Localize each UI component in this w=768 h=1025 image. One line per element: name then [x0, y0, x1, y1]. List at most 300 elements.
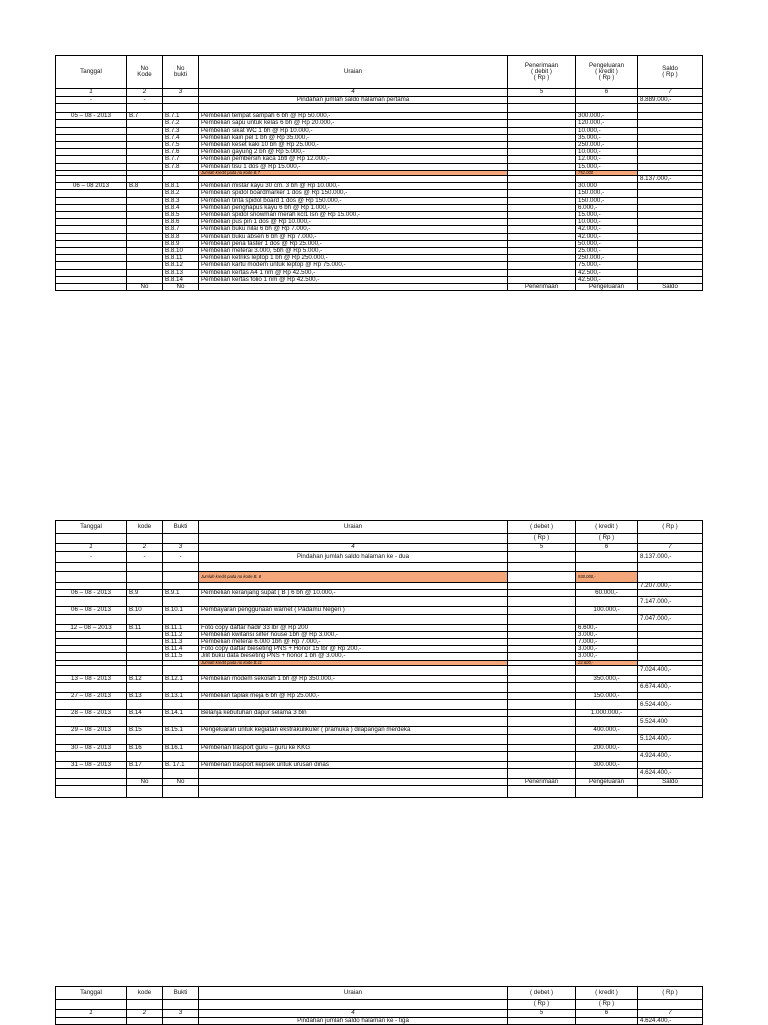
col-header-kode: kode — [127, 521, 163, 534]
colnum: 4 — [199, 544, 508, 552]
cell-debit — [508, 183, 576, 190]
cell-bukti: B.7.4 — [163, 134, 199, 141]
cell-kode: B.9 — [127, 590, 163, 597]
jumlah-label: Jumlah kredit pada no kode B.11 — [199, 660, 508, 665]
cell-bukti: B.8.12 — [163, 262, 199, 269]
cell-kredit: 7.000,- — [576, 639, 638, 646]
cell-kredit: 300.000,- — [576, 761, 638, 768]
cell-debit — [508, 710, 576, 717]
footer-pengeluaran: Pengeluaran — [576, 779, 638, 786]
cell-debit — [508, 219, 576, 226]
col-header-uraian: Uraian — [199, 987, 508, 1000]
saldo-row — [56, 597, 703, 607]
cell-debit — [508, 727, 576, 734]
saldo-row-b7 — [56, 176, 703, 183]
col-header-penerimaan: Penerimaan ( debit ) ( Rp ) — [508, 56, 576, 89]
cell-debit — [508, 212, 576, 219]
cell-bukti: B.8.6 — [163, 219, 199, 226]
cell-debit — [508, 693, 576, 700]
cell-kode — [127, 262, 163, 269]
cell-bukti: B.8.7 — [163, 226, 199, 233]
cell-debit — [508, 204, 576, 211]
cell-debit — [508, 156, 576, 163]
cell-kredit: 50.000,- — [576, 240, 638, 247]
cell-kredit: 75.000,- — [576, 262, 638, 269]
cell-debit — [508, 97, 576, 104]
cell-kredit: 3.000,- — [576, 653, 638, 660]
cell-tanggal — [56, 156, 127, 163]
cell-bukti: B.10.1 — [163, 607, 199, 614]
cell-kode — [127, 248, 163, 255]
cell-saldo: 8.889.000,- — [638, 97, 703, 104]
saldo-row — [56, 751, 703, 761]
jumlah-label: Jumlah kredit pada no kode B. 8 — [199, 572, 508, 583]
cell-debit — [508, 646, 576, 653]
cell-debit — [508, 127, 576, 134]
cell-saldo — [638, 156, 703, 163]
cell-kode — [127, 204, 163, 211]
cell-uraian: Pembelian mistar kayu 30 cm. 3 bh @ Rp 10.000,- — [199, 183, 508, 190]
cell-saldo — [638, 127, 703, 134]
cell-tanggal: 27 – 08 - 2013 — [56, 693, 127, 700]
cell-kredit — [576, 700, 638, 710]
cell-tanggal — [56, 142, 127, 149]
cell-tanggal — [56, 276, 127, 283]
cell-saldo: 6.674.400,- — [638, 683, 703, 693]
cell-uraian: Pembelian meterai 3.000, 5bh @ Rp 5.000,- — [199, 248, 508, 255]
cell-uraian: Pembelian spidol snowman merah kcl1 lsn @ Rp 15.000,- — [199, 212, 508, 219]
cell-uraian: Pembelian keset kaki 10 bh @ Rp 25.000,- — [199, 142, 508, 149]
cell-uraian: Pembelian meterai 6.000 1bh @ Rp 7.000,- — [199, 639, 508, 646]
cell-saldo: 5.524.400 — [638, 717, 703, 727]
cell-saldo: 7.147.000,- — [638, 597, 703, 607]
cell-uraian: Pembelian gayung 2 bh @ Rp 5.000,- — [199, 149, 508, 156]
cell-kode — [127, 120, 163, 127]
cell-kredit: 100.000,- — [576, 607, 638, 614]
cell-bukti — [163, 614, 199, 624]
cell-tanggal — [56, 269, 127, 276]
group-b9-b10 — [56, 590, 703, 624]
cell-bukti: B.8.14 — [163, 276, 199, 283]
blank-row — [56, 563, 703, 572]
cell-tanggal — [56, 219, 127, 226]
table-row — [56, 675, 703, 682]
cell-uraian: Pembelian kwitansi silfer house 1bh @ Rp 3.000,- — [199, 631, 508, 638]
cell-debit — [508, 120, 576, 127]
cell-tanggal: 13 – 08 - 2013 — [56, 675, 127, 682]
cell-kode — [127, 190, 163, 197]
cell-kode — [127, 614, 163, 624]
cell-saldo: 5.124.400,- — [638, 734, 703, 744]
cell-bukti: B. 17.1 — [163, 761, 199, 768]
cell-debit — [508, 134, 576, 141]
cell-uraian — [199, 769, 508, 779]
cell-bukti — [163, 97, 199, 104]
col-header-tanggal: Tanggal — [56, 521, 127, 534]
group-b7 — [56, 113, 703, 171]
cell-tanggal — [56, 717, 127, 727]
table-row — [56, 190, 703, 197]
cell-tanggal — [56, 639, 127, 646]
header-row-2 — [56, 1000, 703, 1010]
cell-debit — [508, 653, 576, 660]
cell-saldo: 8.137.000,- — [638, 176, 703, 183]
cell-debit — [508, 597, 576, 607]
table-row — [56, 142, 703, 149]
cell-saldo — [638, 149, 703, 156]
table-row — [56, 653, 703, 660]
cell-bukti: B.8.13 — [163, 269, 199, 276]
cell-kode — [127, 163, 163, 170]
saldo-row — [56, 769, 703, 779]
cell-bukti: B.9.1 — [163, 590, 199, 597]
footer-row — [56, 284, 703, 291]
cell-debit — [508, 683, 576, 693]
colnum: 1 — [56, 1010, 127, 1018]
cell-tanggal — [56, 233, 127, 240]
colnum: 5 — [508, 544, 576, 552]
col-header-debet: ( debet ) — [508, 521, 576, 534]
col-header-saldo: Saldo ( Rp ) — [638, 56, 703, 89]
cell-tanggal — [56, 134, 127, 141]
table-row — [56, 607, 703, 614]
cell-uraian: Jilit buku data bieseting PNS + honor 1 bh @ 3.000,- — [199, 653, 508, 660]
cell-kredit: 150.000,- — [576, 190, 638, 197]
cell-kode — [127, 683, 163, 693]
cell-kode: B.7 — [127, 113, 163, 120]
colnum: 5 — [508, 89, 576, 97]
cell-bukti: B.8.10 — [163, 248, 199, 255]
cell-saldo — [638, 190, 703, 197]
cell-debit — [508, 197, 576, 204]
pindahan-row — [56, 97, 703, 104]
jumlah-value: 752.000 — [576, 170, 638, 175]
cell-bukti — [163, 734, 199, 744]
table-row — [56, 631, 703, 638]
col-header-pengeluaran: Pengeluaran ( kredit ) ( Rp ) — [576, 56, 638, 89]
cell-kode: B.13 — [127, 693, 163, 700]
cell-kredit — [576, 683, 638, 693]
cell-tanggal — [56, 248, 127, 255]
cell-uraian: Foto copy daftar hadir 33 lbr @ Rp 200 — [199, 624, 508, 631]
table-row — [56, 693, 703, 700]
cell-tanggal — [56, 614, 127, 624]
table-row — [56, 113, 703, 120]
saldo-row — [56, 734, 703, 744]
cell-tanggal — [56, 683, 127, 693]
cell-uraian: Pembelian tempat sampah 6 bh @ Rp 50.000,- — [199, 113, 508, 120]
cell-saldo — [638, 607, 703, 614]
cell-uraian: Foto copy daftar bieseting PNS + Honor 15 lbr @ Rp 200,- — [199, 646, 508, 653]
cell-uraian: Pembelian sikat WC 1 bh @ Rp 10.000,- — [199, 127, 508, 134]
table-row — [56, 761, 703, 768]
jumlah-value: 930.000,- — [576, 572, 638, 583]
cell-uraian — [199, 734, 508, 744]
cell-bukti — [163, 769, 199, 779]
cell-kredit — [576, 597, 638, 607]
cell-bukti: B.7.6 — [163, 149, 199, 156]
cell-kredit: 400.000,- — [576, 727, 638, 734]
colnum: 3 — [163, 89, 199, 97]
colnum: 6 — [576, 89, 638, 97]
cell-saldo — [638, 134, 703, 141]
cell-tanggal — [56, 226, 127, 233]
group-b11 — [56, 624, 703, 660]
colnum: 7 — [638, 1010, 703, 1018]
table-row — [56, 710, 703, 717]
cell-kredit: 15.000,- — [576, 212, 638, 219]
cell-tanggal: 06 – 08 - 2013 — [56, 607, 127, 614]
footer-no: No — [127, 779, 163, 786]
cell-kode — [127, 639, 163, 646]
colnum: 4 — [199, 1010, 508, 1018]
colnum: 6 — [576, 544, 638, 552]
cell-tanggal — [56, 734, 127, 744]
cell-debit — [508, 276, 576, 283]
saldo-row — [56, 614, 703, 624]
cell-tanggal — [56, 197, 127, 204]
cell-tanggal — [56, 240, 127, 247]
cell-kode — [127, 276, 163, 283]
cell-tanggal — [56, 653, 127, 660]
cell-debit — [508, 751, 576, 761]
cell-saldo — [638, 163, 703, 170]
cell-saldo — [638, 142, 703, 149]
cell-kode — [127, 156, 163, 163]
cell-saldo — [638, 631, 703, 638]
cell-saldo — [638, 653, 703, 660]
cell-saldo: 4.624.400,- — [638, 1018, 703, 1025]
cell-uraian: Pindahan jumlah saldo halaman ke - dua — [199, 552, 508, 563]
cell-kredit: 3.000,- — [576, 631, 638, 638]
col-header-rp: ( Rp ) — [508, 534, 576, 544]
table-row — [56, 120, 703, 127]
cell-uraian: Pembelian pembersih kaca 1btl @ Rp 12.000,- — [199, 156, 508, 163]
cell-kredit: 10.000,- — [576, 127, 638, 134]
cell-bukti: B.8.1 — [163, 183, 199, 190]
cell-tanggal: 30 – 08 - 2013 — [56, 744, 127, 751]
jumlah-label: Jumlah kredit pada no kode B.7 — [199, 170, 508, 175]
cell-uraian: Belanja kebutuhan dapur selama 3 bln — [199, 710, 508, 717]
colnum: 1 — [56, 544, 127, 552]
cell-bukti: B.11.5 — [163, 653, 199, 660]
cell-saldo — [638, 219, 703, 226]
cell-saldo — [638, 693, 703, 700]
cell-kode — [127, 219, 163, 226]
cell-tanggal — [56, 751, 127, 761]
table-row — [56, 212, 703, 219]
col-header-tanggal: Tanggal — [56, 56, 127, 89]
table-row — [56, 204, 703, 211]
cell-kode — [127, 134, 163, 141]
cell-saldo — [638, 248, 703, 255]
cell-kredit: 10.000,- — [576, 149, 638, 156]
table-row — [56, 639, 703, 646]
cell-uraian — [199, 683, 508, 693]
cell-kode: B.11 — [127, 624, 163, 631]
cell-uraian: Pemberian trasport kepsek untuk urusan dinas — [199, 761, 508, 768]
cell-uraian: Pembelian penghapus kayu 6 bh @ Rp 1.000,- — [199, 204, 508, 211]
cell-kode: - — [127, 97, 163, 104]
cell-saldo — [638, 646, 703, 653]
cell-saldo — [638, 675, 703, 682]
cell-kode — [127, 751, 163, 761]
cell-debit — [508, 262, 576, 269]
footer-penerimaan: Penerimaan — [508, 284, 576, 291]
cell-kredit: 6.000,- — [576, 204, 638, 211]
cell-saldo — [638, 710, 703, 717]
cell-saldo — [638, 276, 703, 283]
table-row — [56, 240, 703, 247]
cell-tanggal — [56, 631, 127, 638]
cell-saldo — [638, 255, 703, 262]
cell-bukti: B.8.8 — [163, 233, 199, 240]
col-header-uraian: Uraian — [199, 521, 508, 534]
cell-bukti: B.8.5 — [163, 212, 199, 219]
cell-saldo: 4.624.400,- — [638, 769, 703, 779]
col-header-kode: kode — [127, 987, 163, 1000]
cell-kode — [127, 653, 163, 660]
column-number-row — [56, 1010, 703, 1018]
cell-debit — [508, 226, 576, 233]
cell-saldo — [638, 226, 703, 233]
cell-kode: B.8 — [127, 183, 163, 190]
cell-debit — [508, 248, 576, 255]
cell-debit — [508, 142, 576, 149]
cell-debit — [508, 624, 576, 631]
cell-bukti: B.11.1 — [163, 624, 199, 631]
col-header-saldo: ( Rp ) — [638, 987, 703, 1000]
cell-tanggal — [56, 163, 127, 170]
cell-uraian — [199, 614, 508, 624]
cell-kode: B.12 — [127, 675, 163, 682]
cell-debit — [508, 255, 576, 262]
col-header-bukti: Bukti — [163, 521, 199, 534]
cell-kredit: 120.000,- — [576, 120, 638, 127]
cell-saldo — [638, 727, 703, 734]
cell-uraian — [199, 597, 508, 607]
cell-kode: B.10 — [127, 607, 163, 614]
jumlah-value: 22.600,- — [576, 660, 638, 665]
cell-tanggal: 31 – 08 - 2013 — [56, 761, 127, 768]
colnum: 2 — [127, 1010, 163, 1018]
col-header-tanggal: Tanggal — [56, 987, 127, 1000]
ledger-table-page-2 — [55, 520, 703, 798]
table-row — [56, 590, 703, 597]
colnum: 7 — [638, 544, 703, 552]
cell-tanggal — [56, 204, 127, 211]
cell-bukti: B.8.2 — [163, 190, 199, 197]
cell-tanggal: 06 – 08 - 2013 — [56, 590, 127, 597]
cell-bukti — [163, 751, 199, 761]
cell-uraian: Pembelian tisu 1 dos @ Rp 15.000,- — [199, 163, 508, 170]
cell-saldo: 7.207.000,- — [638, 583, 703, 590]
table-row — [56, 197, 703, 204]
cell-bukti: B.11.2 — [163, 631, 199, 638]
cell-uraian: Pemberian trasport guru – guru ke KKG — [199, 744, 508, 751]
cell-debit — [508, 675, 576, 682]
cell-saldo — [638, 269, 703, 276]
cell-kredit — [576, 734, 638, 744]
colnum: 6 — [576, 1010, 638, 1018]
cell-bukti: B.15.1 — [163, 727, 199, 734]
cell-debit — [508, 233, 576, 240]
cell-tanggal — [56, 149, 127, 156]
cell-uraian: Pindahan jumlah saldo halaman ke - tiga — [199, 1018, 508, 1025]
cell-kode: B.16 — [127, 744, 163, 751]
cell-kode: B.17 — [127, 761, 163, 768]
cell-kode — [127, 149, 163, 156]
header-row-2 — [56, 534, 703, 544]
cell-tanggal: - — [56, 552, 127, 563]
col-header-rp: ( Rp ) — [576, 1000, 638, 1010]
table-row — [56, 127, 703, 134]
cell-bukti: B.7.8 — [163, 163, 199, 170]
cell-kredit: 3.000,- — [576, 646, 638, 653]
cell-bukti: B.11.4 — [163, 646, 199, 653]
cell-saldo — [638, 183, 703, 190]
footer-saldo: Saldo — [638, 284, 703, 291]
cell-saldo: 8.137.000,- — [638, 552, 703, 563]
table-row — [56, 219, 703, 226]
col-header-debet: ( debet ) — [508, 987, 576, 1000]
cell-kredit: 300.000,- — [576, 113, 638, 120]
cell-uraian: Pembelian pena faster 1 dos @ Rp 25.000,- — [199, 240, 508, 247]
cell-debit — [508, 607, 576, 614]
cell-debit — [508, 190, 576, 197]
cell-kode — [127, 233, 163, 240]
cell-kredit: 15.000,- — [576, 163, 638, 170]
footer-no: No — [163, 284, 199, 291]
table-row — [56, 183, 703, 190]
cell-tanggal — [56, 700, 127, 710]
colnum: 4 — [199, 89, 508, 97]
table-row — [56, 646, 703, 653]
col-header-bukti: Bukti — [163, 987, 199, 1000]
group-b8 — [56, 183, 703, 284]
cell-tanggal — [56, 190, 127, 197]
cell-kredit — [576, 751, 638, 761]
cell-uraian: Pembelian kertas A4 1 rim @ Rp 42.500,- — [199, 269, 508, 276]
empty-row — [56, 786, 703, 798]
cell-bukti: B.14.1 — [163, 710, 199, 717]
cell-kredit: 42.500,- — [576, 276, 638, 283]
cell-kode — [127, 127, 163, 134]
cell-bukti: B.11.3 — [163, 639, 199, 646]
cell-tanggal — [56, 597, 127, 607]
cell-saldo — [638, 624, 703, 631]
footer-row — [56, 779, 703, 786]
table-row — [56, 233, 703, 240]
cell-saldo — [638, 240, 703, 247]
cell-saldo — [638, 744, 703, 751]
cell-kredit — [576, 614, 638, 624]
cell-kredit: 200.000,- — [576, 744, 638, 751]
cell-kode: - — [127, 552, 163, 563]
cell-debit — [508, 590, 576, 597]
cell-bukti: B.7.5 — [163, 142, 199, 149]
cell-uraian: Pembelian tinta spidol board 1 dos @ Rp 150.000,- — [199, 197, 508, 204]
cell-kredit: 150.000,- — [576, 693, 638, 700]
cell-saldo — [638, 113, 703, 120]
cell-debit — [508, 717, 576, 727]
cell-kredit: 350.000,- — [576, 675, 638, 682]
cell-kode — [127, 197, 163, 204]
cell-kode — [127, 269, 163, 276]
cell-kode — [127, 700, 163, 710]
cell-saldo — [638, 233, 703, 240]
cell-bukti: - — [163, 552, 199, 563]
